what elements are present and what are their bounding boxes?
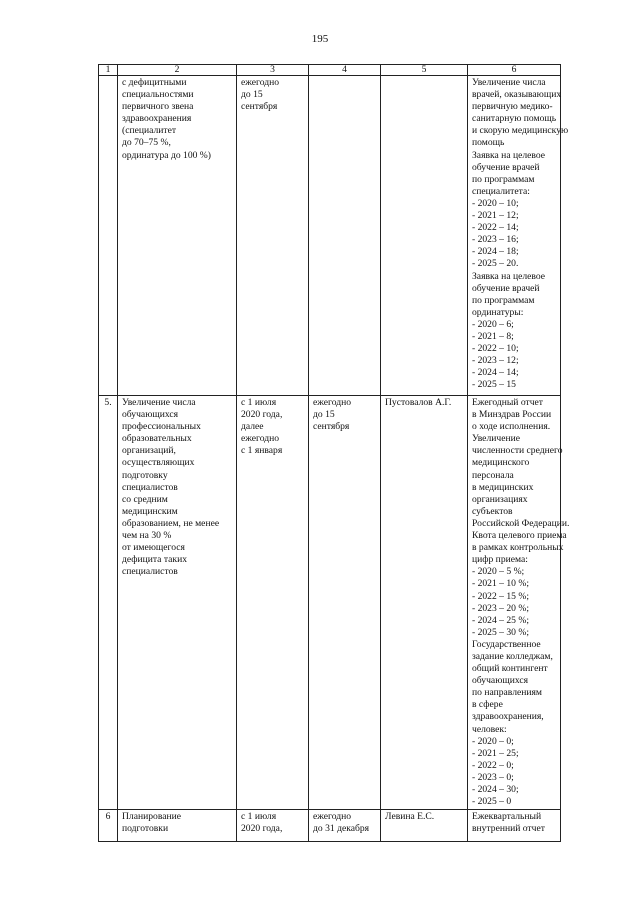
- cell-text-line: - 2020 – 6;: [472, 318, 514, 330]
- cell-text-line: сентября: [313, 421, 350, 433]
- row-number-cell: 6: [99, 810, 118, 842]
- cell-text-line: специалитета:: [472, 185, 530, 197]
- cell-text-line: по направлениям: [472, 687, 542, 699]
- table-header-row: [99, 65, 561, 76]
- cell-text-line: 2020 года,: [241, 409, 283, 421]
- cell-text-line: ежегодно: [313, 397, 352, 408]
- cell-text-line: с 1 июля: [241, 811, 277, 822]
- deadline-cell: [309, 810, 381, 842]
- page-number: 195: [311, 33, 329, 45]
- cell-text-line: медицинского: [472, 457, 530, 469]
- cell-text-line: в медицинских: [472, 481, 534, 493]
- responsible-cell: [381, 76, 468, 396]
- cell-text-line: - 2024 – 14;: [472, 367, 519, 379]
- cell-text-line: - 2021 – 8;: [472, 330, 514, 342]
- cell-text-line: Увеличение числа: [122, 397, 196, 408]
- task-cell: [118, 76, 237, 396]
- cell-text-line: субъектов: [472, 505, 513, 517]
- start-date-cell: [237, 76, 309, 396]
- cell-text-line: здравоохранения,: [472, 711, 544, 723]
- cell-text-line: с 1 июля: [241, 397, 277, 408]
- start-date-cell: [237, 810, 309, 842]
- task-cell: [118, 810, 237, 842]
- cell-text-line: санитарную помощь: [472, 113, 557, 125]
- cell-text-line: Ежеквартальный: [472, 811, 542, 822]
- cell-text-line: от имеющегося: [122, 542, 185, 554]
- table-row: [99, 76, 561, 396]
- plan-table: [98, 64, 570, 842]
- cell-text-line: обучение врачей: [472, 161, 540, 173]
- cell-text-line: - 2024 – 18;: [472, 246, 519, 258]
- deadline-cell: [309, 76, 381, 396]
- cell-text-line: персонала: [472, 469, 514, 481]
- cell-text-line: и скорую медицинскую: [472, 125, 569, 137]
- header-cell: 1: [99, 65, 118, 76]
- cell-text-line: дефицита таких: [122, 554, 188, 566]
- cell-text-line: здравоохранения: [122, 113, 192, 125]
- cell-text-line: с дефицитными: [122, 77, 187, 88]
- cell-text-line: первичного звена: [122, 101, 194, 113]
- cell-text-line: Заявка на целевое: [472, 270, 546, 282]
- cell-text-line: - 2020 – 5 %;: [472, 566, 525, 578]
- cell-text-line: врачей, оказывающих: [472, 89, 562, 101]
- cell-text-line: Государственное: [472, 638, 541, 650]
- row-number-cell: 5.: [99, 396, 118, 810]
- cell-text-line: человек:: [472, 723, 507, 735]
- cell-text-line: организаций,: [122, 445, 176, 457]
- deadline-cell: [309, 396, 381, 810]
- table-row: [99, 396, 561, 810]
- cell-text-line: - 2023 – 16;: [472, 234, 519, 246]
- cell-text-line: задание колледжам,: [472, 650, 553, 662]
- cell-text-line: о ходе исполнения.: [472, 421, 551, 433]
- row-number-cell: [99, 76, 118, 396]
- cell-text-line: обучающихся: [122, 409, 179, 421]
- cell-text-line: по программам: [472, 173, 535, 185]
- cell-text-line: организациях: [472, 493, 528, 505]
- header-cell: 6: [468, 65, 561, 76]
- cell-text-line: чем на 30 %: [122, 530, 172, 542]
- result-cell: [468, 76, 569, 396]
- cell-text-line: ординатура до 100 %): [122, 149, 211, 161]
- responsible-cell: [381, 396, 468, 810]
- cell-text-line: первичную медико-: [472, 101, 553, 113]
- cell-text-line: - 2023 – 20 %;: [472, 602, 530, 614]
- cell-text-line: - 2022 – 14;: [472, 222, 519, 234]
- cell-text-line: внутренний отчет: [472, 823, 545, 835]
- cell-text-line: Заявка на целевое: [472, 149, 546, 161]
- cell-text-line: специальностями: [122, 89, 194, 101]
- cell-text-line: осуществляющих: [122, 457, 195, 469]
- header-cell: 3: [237, 65, 309, 76]
- cell-text-line: - 2025 – 0: [472, 796, 512, 808]
- cell-text-line: Увеличение числа: [472, 77, 546, 88]
- cell-text-line: медицинским: [122, 505, 178, 517]
- cell-text-line: до 15: [313, 409, 335, 421]
- header-cell: 4: [309, 65, 381, 76]
- cell-text-line: численности среднего: [472, 445, 563, 457]
- result-cell: [468, 396, 570, 810]
- cell-text-line: Левина Е.С.: [385, 811, 435, 822]
- cell-text-line: до 31 декабря: [313, 823, 370, 835]
- cell-text-line: подготовку: [122, 469, 168, 481]
- cell-text-line: Увеличение: [472, 433, 520, 445]
- cell-text-line: ординатуры:: [472, 306, 524, 318]
- cell-text-line: - 2021 – 12;: [472, 210, 519, 222]
- cell-text-line: - 2025 – 15: [472, 379, 516, 391]
- cell-text-line: - 2021 – 10 %;: [472, 578, 530, 590]
- table-row: [99, 810, 561, 842]
- cell-text-line: - 2020 – 0;: [472, 735, 514, 747]
- cell-text-line: - 2025 – 20.: [472, 258, 519, 270]
- cell-text-line: профессиональных: [122, 421, 201, 433]
- cell-text-line: ежегодно: [313, 811, 352, 822]
- start-date-cell: [237, 396, 309, 810]
- cell-text-line: - 2022 – 0;: [472, 759, 514, 771]
- cell-text-line: - 2022 – 15 %;: [472, 590, 530, 602]
- cell-text-line: обучающихся: [472, 675, 529, 687]
- cell-text-line: - 2023 – 0;: [472, 771, 514, 783]
- cell-text-line: - 2022 – 10;: [472, 343, 519, 355]
- cell-text-line: обучение врачей: [472, 282, 540, 294]
- responsible-cell: [381, 810, 468, 842]
- cell-text-line: - 2024 – 25 %;: [472, 614, 530, 626]
- cell-text-line: со средним: [122, 493, 168, 505]
- cell-text-line: (специалитет: [122, 125, 177, 137]
- cell-text-line: образованием, не менее: [122, 517, 220, 529]
- cell-text-line: с 1 января: [241, 445, 283, 457]
- cell-text-line: Квота целевого приема: [472, 530, 567, 542]
- cell-text-line: - 2024 – 30;: [472, 784, 519, 795]
- cell-text-line: сентября: [241, 101, 278, 113]
- cell-text-line: в рамках контрольных: [472, 542, 564, 554]
- cell-text-line: по программам: [472, 294, 535, 306]
- cell-text-line: ежегодно: [241, 433, 280, 445]
- cell-text-line: Планирование: [122, 811, 182, 822]
- cell-text-line: общий контингент: [472, 663, 548, 675]
- task-cell: [118, 396, 237, 810]
- cell-text-line: подготовки: [122, 823, 169, 835]
- cell-text-line: помощь: [472, 137, 505, 149]
- result-cell: [468, 810, 561, 842]
- header-cell: 5: [381, 65, 468, 76]
- cell-text-line: - 2025 – 30 %;: [472, 626, 530, 638]
- cell-text-line: Ежегодный отчет: [472, 397, 543, 408]
- cell-text-line: образовательных: [122, 433, 192, 445]
- cell-text-line: Пустовалов А.Г.: [385, 397, 452, 408]
- cell-text-line: цифр приема:: [472, 554, 528, 566]
- cell-text-line: - 2020 – 10;: [472, 197, 519, 209]
- cell-text-line: в сфере: [472, 699, 503, 711]
- cell-text-line: 2020 года,: [241, 823, 283, 835]
- cell-text-line: - 2023 – 12;: [472, 355, 519, 367]
- cell-text-line: в Минздрав России: [472, 409, 552, 421]
- cell-text-line: до 70–75 %,: [122, 137, 171, 149]
- cell-text-line: до 15: [241, 89, 263, 101]
- cell-text-line: ежегодно: [241, 77, 280, 88]
- cell-text-line: специалистов: [122, 566, 178, 578]
- cell-text-line: далее: [241, 421, 264, 433]
- cell-text-line: - 2021 – 25;: [472, 747, 519, 759]
- header-cell: 2: [118, 65, 237, 76]
- cell-text-line: специалистов: [122, 481, 178, 493]
- cell-text-line: Российской Федерации.: [472, 517, 570, 529]
